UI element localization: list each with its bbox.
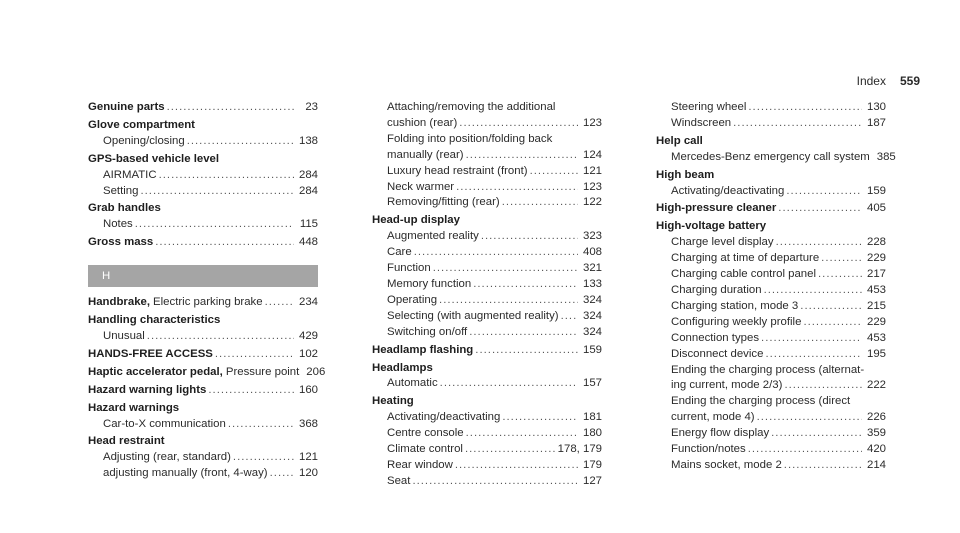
subentry-row <box>656 331 886 347</box>
index-entry <box>372 100 602 211</box>
index-entry <box>88 100 318 116</box>
entry-term[interactable]: Gross mass <box>88 236 154 249</box>
subentry-row <box>372 195 602 211</box>
entry-row <box>88 383 318 399</box>
page-header <box>857 74 920 88</box>
page-ref[interactable]: 420 <box>866 443 886 456</box>
index-entry <box>88 295 318 311</box>
subentry-line: Attaching/removing the additional <box>387 101 556 113</box>
subentry-text[interactable]: Mains socket, mode 2 <box>671 458 782 471</box>
page-ref[interactable]: 405 <box>866 202 886 215</box>
dot-leader <box>469 325 578 341</box>
subentry-row <box>656 442 886 458</box>
page-ref[interactable]: 115 <box>299 218 318 231</box>
entry-desc: Pressure point <box>225 365 300 378</box>
subentry-text[interactable]: Care <box>387 246 412 259</box>
page-ref[interactable]: 159 <box>866 184 886 197</box>
index-entry <box>88 401 318 433</box>
index-entry <box>88 347 318 363</box>
index-entry <box>656 219 886 474</box>
dot-leader <box>771 426 862 442</box>
subentry-text[interactable]: Disconnect device <box>671 347 764 360</box>
subentry-row <box>656 283 886 299</box>
entry-term[interactable]: HANDS-FREE ACCESS <box>88 347 213 360</box>
page-ref[interactable]: 217 <box>866 268 886 281</box>
letter-heading: H <box>88 265 318 287</box>
entry-row <box>88 295 318 311</box>
page-ref[interactable]: 359 <box>866 427 886 440</box>
subentry-text[interactable]: ing current, mode 2/3) <box>671 379 783 392</box>
subentry-row <box>372 325 602 341</box>
subentry-text[interactable]: cushion (rear) <box>387 116 458 129</box>
subentry-text[interactable]: Function/notes <box>671 443 746 456</box>
dot-leader <box>208 383 294 399</box>
page-ref[interactable]: 123 <box>582 116 602 129</box>
dot-leader <box>459 116 578 132</box>
entry-row <box>88 235 318 251</box>
subentry-row <box>372 180 602 196</box>
dot-leader <box>270 466 294 482</box>
entry-heading: Headlamps <box>372 361 433 374</box>
page-ref[interactable]: 284 <box>298 184 318 197</box>
dot-leader <box>466 148 578 164</box>
subentry-text[interactable]: adjusting manually (front, 4-way) <box>103 467 268 480</box>
subentry-row <box>372 148 602 164</box>
entry-heading: Grab handles <box>88 202 161 215</box>
page-ref[interactable]: 324 <box>582 325 602 338</box>
page-ref[interactable]: 453 <box>866 283 886 296</box>
page-ref[interactable]: 121 <box>582 164 602 177</box>
subentry-text[interactable]: manually (rear) <box>387 148 464 161</box>
dot-leader <box>265 295 294 311</box>
entry-term[interactable]: Genuine parts <box>88 101 165 113</box>
section-label: Index <box>856 74 886 88</box>
subentry-row <box>656 267 886 283</box>
dot-leader <box>784 458 862 474</box>
subentry-text[interactable]: Unusual <box>103 329 145 342</box>
subentry-text[interactable]: Charging station, mode 3 <box>671 299 799 312</box>
subentry-text[interactable]: Neck warmer <box>387 180 455 193</box>
subentry-text[interactable]: Opening/closing <box>103 134 185 147</box>
page-ref[interactable]: 222 <box>866 379 886 392</box>
dot-leader <box>414 245 578 261</box>
entry-heading: Head restraint <box>88 435 165 448</box>
dot-leader <box>466 426 578 442</box>
page-ref[interactable]: 123 <box>582 180 602 193</box>
page-ref[interactable]: 160 <box>298 383 318 396</box>
dot-leader <box>481 229 578 245</box>
dot-leader <box>748 442 862 458</box>
page-ref[interactable]: 124 <box>582 148 602 161</box>
subentry-text[interactable]: Adjusting (rear, standard) <box>103 451 231 464</box>
subentry-row <box>372 376 602 392</box>
dot-leader <box>155 235 294 251</box>
subentry-row <box>656 251 886 267</box>
subentry-row <box>372 293 602 309</box>
page-ref[interactable]: 195 <box>866 347 886 360</box>
index-entry <box>656 168 886 200</box>
page-ref[interactable]: 127 <box>582 474 602 487</box>
page-ref[interactable]: 228 <box>866 236 886 249</box>
subentry-text[interactable]: Charging at time of departure <box>671 252 820 265</box>
dot-leader <box>761 331 862 347</box>
page-ref[interactable]: 181 <box>582 411 602 424</box>
page-ref[interactable]: 324 <box>582 293 602 306</box>
dot-leader <box>530 164 578 180</box>
dot-leader <box>455 458 578 474</box>
entry-heading: Hazard warnings <box>88 401 180 414</box>
subentry-text[interactable]: Memory function <box>387 277 472 290</box>
dot-leader <box>800 299 862 315</box>
dot-leader <box>215 347 294 363</box>
dot-leader <box>465 442 556 458</box>
subentry-text[interactable]: Setting <box>103 184 139 197</box>
subentry-row <box>88 168 318 184</box>
index-entry <box>656 201 886 217</box>
index-entry <box>88 383 318 399</box>
subentry-text[interactable]: Switching on/off <box>387 325 468 338</box>
page-ref[interactable]: 323 <box>582 230 602 243</box>
index-column-3 <box>656 100 896 476</box>
subentry-text[interactable]: Climate control <box>387 443 463 456</box>
subentry-row <box>656 426 886 442</box>
subentry-text[interactable]: Centre console <box>387 427 464 440</box>
page-ref[interactable]: 179 <box>582 458 602 471</box>
page-ref[interactable]: 234 <box>298 296 318 309</box>
page-ref[interactable]: 122 <box>582 196 602 209</box>
subentry-text[interactable]: Notes <box>103 218 133 231</box>
index-entry <box>656 100 886 132</box>
entry-heading: High-voltage battery <box>656 220 767 233</box>
dot-leader <box>748 100 862 116</box>
dot-leader <box>757 410 862 426</box>
subentry-row <box>88 466 318 482</box>
index-entry <box>88 235 318 251</box>
dot-leader <box>733 116 862 132</box>
subentry-text[interactable]: Automatic <box>387 377 438 390</box>
dot-leader <box>473 277 578 293</box>
entry-term[interactable]: Handbrake, <box>88 296 151 309</box>
subentry-text[interactable]: Activating/deactivating <box>671 184 785 197</box>
dot-leader <box>475 343 578 359</box>
subentry-text[interactable]: Charge level display <box>671 236 774 249</box>
subentry-line: Ending the charging process (alternat- <box>671 363 865 376</box>
page-ref[interactable]: 229 <box>866 252 886 265</box>
dot-leader <box>764 283 862 299</box>
subentry-text[interactable]: Steering wheel <box>671 101 747 113</box>
subentry-text[interactable]: Luxury head restraint (front) <box>387 164 528 177</box>
subentry-row <box>372 245 602 261</box>
index-entry <box>88 365 326 381</box>
subentry-row <box>372 229 602 245</box>
subentry-text[interactable]: Windscreen <box>671 116 732 129</box>
page-ref[interactable]: 157 <box>582 377 602 390</box>
page-ref[interactable]: 368 <box>298 417 318 430</box>
page-ref[interactable]: 214 <box>866 458 886 471</box>
subentry-row <box>656 100 886 116</box>
entry-heading: Glove compartment <box>88 118 195 131</box>
subentry-row <box>372 426 602 442</box>
subentry-text[interactable]: current, mode 4) <box>671 411 755 424</box>
entry-row <box>88 100 318 116</box>
page-ref[interactable]: 226 <box>866 411 886 424</box>
dot-leader <box>187 134 294 150</box>
page-ref[interactable]: 321 <box>582 262 602 275</box>
page-ref[interactable]: 206 <box>306 365 326 378</box>
dot-leader <box>439 293 578 309</box>
dot-leader <box>776 235 862 251</box>
subentry-text[interactable]: Operating <box>387 293 438 306</box>
subentry-row <box>372 474 602 490</box>
dot-leader <box>233 450 294 466</box>
subentry-text[interactable]: Charging duration <box>671 283 762 296</box>
subentry-line: Ending the charging process (direct <box>671 395 851 408</box>
dot-leader <box>167 100 294 116</box>
subentry-row <box>656 235 886 251</box>
page-ref[interactable]: 429 <box>298 329 318 342</box>
index-entry <box>372 343 602 359</box>
subentry-row <box>372 410 602 426</box>
entry-row <box>656 201 886 217</box>
subentry-line: Folding into position/folding back <box>387 132 553 145</box>
subentry-text[interactable]: Function <box>387 262 431 275</box>
subentry-row <box>656 347 886 363</box>
dot-leader <box>803 315 862 331</box>
dot-leader <box>561 309 578 325</box>
entry-row <box>372 343 602 359</box>
subentry-row <box>656 184 886 200</box>
page-ref[interactable]: 408 <box>582 246 602 259</box>
index-entry <box>372 361 602 393</box>
subentry-text[interactable]: Removing/fitting (rear) <box>387 196 500 209</box>
index-entry <box>88 152 318 200</box>
subentry-row <box>88 329 318 345</box>
entry-heading: Head-up display <box>372 214 460 227</box>
index-column-1 <box>88 100 326 484</box>
subentry-text[interactable]: Augmented reality <box>387 230 479 243</box>
dot-leader <box>456 180 578 196</box>
subentry-row <box>88 134 318 150</box>
dot-leader <box>159 168 294 184</box>
dot-leader <box>821 251 862 267</box>
subentry-text[interactable]: Connection types <box>671 331 760 344</box>
dot-leader <box>784 378 862 394</box>
dot-leader <box>135 217 294 233</box>
dot-leader <box>786 184 862 200</box>
page-ref[interactable]: 159 <box>582 343 602 356</box>
subentry-row <box>372 442 602 458</box>
index-entry <box>88 118 318 150</box>
dot-leader <box>412 474 578 490</box>
subentry-text[interactable]: AIRMATIC <box>103 168 157 181</box>
index-entry <box>88 434 318 482</box>
dot-leader <box>147 329 294 345</box>
subentry-row <box>372 458 602 474</box>
subentry-row <box>372 277 602 293</box>
page-ref[interactable]: 133 <box>582 277 602 290</box>
page-ref[interactable]: 130 <box>866 101 886 113</box>
subentry-row <box>656 116 886 132</box>
index-column-2 <box>372 100 602 492</box>
entry-heading: Help call <box>656 134 703 147</box>
index-entry <box>88 313 318 345</box>
page-ref[interactable]: 23 <box>305 101 318 113</box>
page-ref[interactable]: 324 <box>582 309 602 322</box>
subentry-row <box>656 378 886 394</box>
subentry-text[interactable]: Selecting (with augmented reality) <box>387 309 559 322</box>
subentry-row <box>88 450 318 466</box>
entry-row <box>88 365 326 381</box>
entry-heading: GPS-based vehicle level <box>88 152 220 165</box>
subentry-row <box>656 410 886 426</box>
dot-leader <box>228 417 294 433</box>
subentry-row <box>372 164 602 180</box>
index-entry <box>372 213 602 340</box>
subentry-row <box>88 217 318 233</box>
page-ref[interactable]: 120 <box>298 467 318 480</box>
page-ref[interactable]: 178, 179 <box>557 443 602 456</box>
subentry-row <box>656 150 896 166</box>
dot-leader <box>433 261 578 277</box>
page-ref[interactable]: 215 <box>866 299 886 312</box>
subentry-text[interactable]: Mercedes-Benz emergency call system <box>671 150 870 163</box>
subentry-text[interactable]: Rear window <box>387 458 453 471</box>
index-entry <box>656 134 896 166</box>
subentry-row <box>656 315 886 331</box>
page-ref[interactable]: 121 <box>298 451 318 464</box>
dot-leader <box>765 347 862 363</box>
dot-leader <box>502 410 578 426</box>
subentry-row <box>88 417 318 433</box>
page-ref[interactable]: 187 <box>866 116 886 129</box>
index-entry <box>372 394 602 489</box>
entry-desc: Electric parking brake <box>153 296 263 309</box>
entry-heading: High beam <box>656 168 715 181</box>
subentry-text[interactable]: Seat <box>387 474 411 487</box>
subentry-row <box>656 458 886 474</box>
page-ref[interactable]: 448 <box>298 236 318 249</box>
entry-heading: Heating <box>372 395 414 408</box>
page-ref[interactable]: 453 <box>866 331 886 344</box>
subentry-row <box>88 184 318 200</box>
dot-leader <box>140 184 294 200</box>
dot-leader <box>818 267 862 283</box>
subentry-row <box>372 261 602 277</box>
page-ref[interactable]: 138 <box>298 134 318 147</box>
subentry-row <box>372 309 602 325</box>
entry-term[interactable]: High-pressure cleaner <box>656 202 777 215</box>
entry-heading: Handling characteristics <box>88 314 221 327</box>
dot-leader <box>778 201 862 217</box>
page-ref[interactable]: 102 <box>298 347 318 360</box>
subentry-row <box>656 299 886 315</box>
page-ref[interactable]: 385 <box>876 150 896 163</box>
dot-leader <box>440 376 578 392</box>
page-ref[interactable]: 284 <box>298 168 318 181</box>
dot-leader <box>502 195 578 211</box>
subentry-row <box>372 116 602 132</box>
entry-term[interactable]: Headlamp flashing <box>372 343 474 356</box>
entry-row <box>88 347 318 363</box>
page-ref[interactable]: 180 <box>582 427 602 440</box>
entry-term[interactable]: Hazard warning lights <box>88 383 207 396</box>
subentry-text[interactable]: Energy flow display <box>671 427 770 440</box>
page-number: 559 <box>899 74 920 88</box>
subentry-text[interactable]: Charging cable control panel <box>671 268 817 281</box>
subentry-text[interactable]: Activating/deactivating <box>387 411 501 424</box>
entry-term[interactable]: Haptic accelerator pedal, <box>88 365 223 378</box>
subentry-text[interactable]: Car-to-X communication <box>103 417 226 430</box>
subentry-text[interactable]: Configuring weekly profile <box>671 315 802 328</box>
page-ref[interactable]: 229 <box>866 315 886 328</box>
index-entry <box>88 201 318 233</box>
